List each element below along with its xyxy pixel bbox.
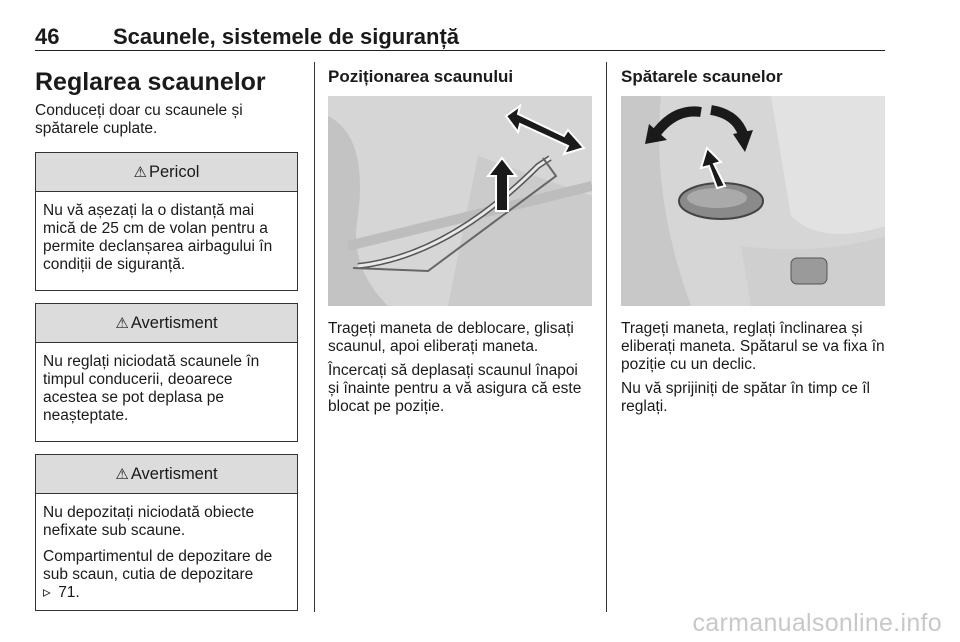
warning-box: [35, 454, 298, 611]
warning-triangle-icon: ⚠: [115, 466, 129, 483]
body-text: Trageți maneta de deblocare, glisați scaunul, apoi eliberați maneta.: [328, 320, 574, 355]
column-seat-adjustment: [35, 62, 298, 611]
column-divider: [314, 62, 315, 612]
section-title: Reglarea scaunelor: [35, 68, 266, 96]
section-title: Spătarele scaunelor: [621, 67, 783, 86]
box-text: Nu vă așezați la o distanță mai mică de 25 cm de volan pentru a permite declanșarea airbagului în condiții de siguranță.: [43, 202, 273, 273]
backrest-lever-diagram: [621, 96, 885, 306]
chapter-title: Scaunele, sistemele de siguranță: [113, 24, 460, 49]
warning-triangle-icon: ⚠: [115, 315, 129, 332]
body-text: Trageți maneta, reglați înclinarea și eliberați maneta. Spătarul se va fixa în poziție cu un declic.: [621, 320, 885, 373]
page-number: 46: [35, 24, 60, 49]
watermark: carmanualsonline.info: [692, 609, 942, 637]
section-title: Poziționarea scaunului: [328, 67, 514, 86]
box-text: Nu reglați niciodată scaunele în timpul conducerii, deoarece acestea se pot deplasa pe neașteptate.: [43, 353, 260, 424]
intro-text: Conduceți doar cu scaunele și spătarele cuplate.: [35, 102, 243, 137]
box-heading: ⚠ Pericol: [36, 153, 297, 192]
box-text: Compartimentul de depozitare de sub scaun, cutia de depozitare ▹ 71.: [43, 548, 273, 601]
backrest-illustration: [621, 96, 885, 306]
page-header: [35, 22, 885, 51]
page-reference[interactable]: 71.: [50, 584, 80, 601]
seat-lever-diagram: [328, 96, 592, 306]
warning-box: [35, 303, 298, 442]
body-text: Încercați să deplasați scaunul înapoi și înainte pentru a vă asigura că este blocat pe poziție.: [328, 362, 582, 415]
box-heading: ⚠ Avertisment: [36, 455, 297, 494]
danger-box: [35, 152, 298, 291]
box-text: Nu depozitați niciodată obiecte nefixate sub scaune.: [43, 504, 255, 539]
body-text: Nu vă sprijiniți de spătar în timp ce îl reglați.: [621, 380, 870, 415]
column-divider: [606, 62, 607, 612]
page-reference-arrow-icon: ▹: [43, 584, 51, 601]
warning-triangle-icon: ⚠: [133, 164, 147, 181]
seat-position-illustration: [328, 96, 592, 306]
column-seat-backrests: [621, 62, 885, 422]
column-seat-positioning: [328, 62, 592, 422]
box-heading: ⚠ Avertisment: [36, 304, 297, 343]
